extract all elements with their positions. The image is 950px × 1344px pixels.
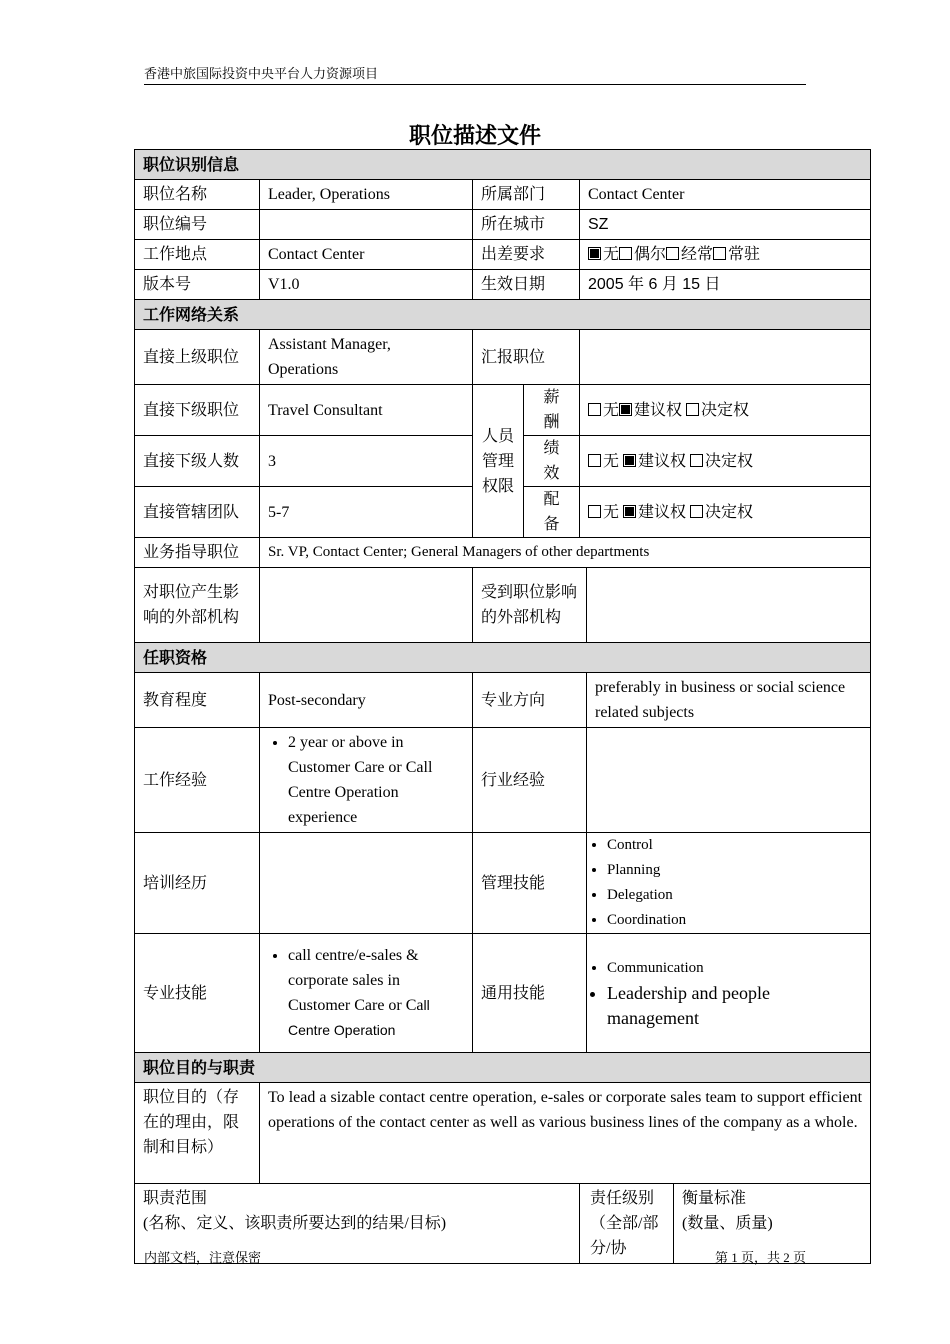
mgmt-skill-item: • Coordination (607, 908, 866, 933)
subordinate-label: 直接下级职位 (135, 385, 260, 436)
dept-value: Contact Center (580, 180, 871, 210)
scope-sub: (名称、定义、该职责所要达到的结果/目标) (143, 1215, 447, 1232)
travel-resident-checkbox[interactable] (713, 247, 726, 260)
guide-value: Sr. VP, Contact Center; General Managers of other departments (260, 538, 871, 568)
salary-suggest-label: 建议权 (634, 401, 683, 419)
perf-decide-label: 决定权 (705, 452, 754, 470)
footer-page-number: 第 1 页，共 2 页 (714, 1250, 806, 1265)
mgmt-skill-item: • Delegation (607, 883, 866, 908)
pro-skill-text-line: Centre Operation (288, 1022, 396, 1038)
mgmt-skills-cell (587, 833, 871, 934)
mgmt-skills-label: 管理技能 (473, 833, 587, 934)
job-description-table (134, 149, 871, 1264)
position-code-label: 职位编号 (135, 210, 260, 240)
dept-label: 所属部门 (473, 180, 580, 210)
measure-sub: (数量、质量) (682, 1215, 773, 1232)
section-qualify: 任职资格 (135, 643, 871, 673)
staff-none-label: 无 (603, 503, 620, 521)
goal-label: 职位目的（存在的理由，限制和目标） (135, 1083, 260, 1184)
training-label: 培训经历 (135, 833, 260, 934)
level-label: 责任级别（全部/部分/协 (580, 1184, 674, 1264)
experience-value: • 2 year or above in Customer Care or Call Centre Operation experience (288, 730, 464, 830)
city-value: SZ (580, 210, 871, 240)
perf-none-checkbox[interactable] (588, 454, 601, 467)
travel-often-checkbox[interactable] (666, 247, 679, 260)
major-label: 专业方向 (473, 673, 587, 728)
experience-label: 工作经验 (135, 728, 260, 833)
experience-cell (260, 728, 473, 833)
staff-none-checkbox[interactable] (588, 505, 601, 518)
staff-decide-label: 决定权 (705, 503, 754, 521)
ext-affected-value (587, 568, 871, 643)
staffing-authority (580, 487, 871, 538)
page-title: 职位描述文件 (408, 123, 541, 148)
position-name-label: 职位名称 (135, 180, 260, 210)
version-value: V1.0 (260, 270, 473, 300)
general-skills-cell (587, 934, 871, 1053)
staff-suggest-label: 建议权 (638, 503, 687, 521)
team-value: 5-7 (260, 487, 473, 538)
industry-value (587, 728, 871, 833)
travel-label: 出差要求 (473, 240, 580, 270)
general-skills-label: 通用技能 (473, 934, 587, 1053)
footer-confidential: 内部文档，注意保密 (144, 1250, 262, 1265)
subordinate-count-label: 直接下级人数 (135, 436, 260, 487)
salary-suggest-checkbox[interactable] (619, 403, 632, 416)
staff-suggest-checkbox[interactable] (623, 505, 636, 518)
page-header: 香港中旅国际投资中央平台人力资源项目 (144, 64, 806, 85)
pro-skills-label: 专业技能 (135, 934, 260, 1053)
industry-label: 行业经验 (473, 728, 587, 833)
perf-decide-checkbox[interactable] (690, 454, 703, 467)
travel-resident-label: 常驻 (728, 246, 761, 263)
education-value: Post-secondary (260, 673, 473, 728)
location-label: 工作地点 (135, 240, 260, 270)
city-label: 所在城市 (473, 210, 580, 240)
travel-occasional-checkbox[interactable] (619, 247, 632, 260)
report-label: 汇报职位 (473, 330, 580, 385)
superior-value: Assistant Manager, Operations (260, 330, 473, 385)
education-label: 教育程度 (135, 673, 260, 728)
perf-none-label: 无 (603, 452, 620, 470)
general-skill-item: • Communication (607, 956, 866, 981)
salary-decide-label: 决定权 (701, 401, 750, 419)
travel-often-label: 经常 (681, 246, 714, 263)
scope-label: 职责范围 (143, 1190, 208, 1207)
pro-skills-cell (260, 934, 473, 1053)
major-value: preferably in business or social science related subjects (587, 673, 871, 728)
staff-decide-checkbox[interactable] (690, 505, 703, 518)
staffing-label: 配备 (524, 487, 580, 538)
section-network: 工作网络关系 (135, 300, 871, 330)
location-value: Contact Center (260, 240, 473, 270)
superior-label: 直接上级职位 (135, 330, 260, 385)
salary-none-checkbox[interactable] (588, 403, 601, 416)
travel-occasional-label: 偶尔 (634, 246, 667, 263)
pro-skill-text-tail: ll (423, 997, 430, 1013)
subordinate-value: Travel Consultant (260, 385, 473, 436)
ext-affected-label: 受到职位影响的外部机构 (473, 568, 587, 643)
salary-label: 薪酬 (524, 385, 580, 436)
salary-none-label: 无 (603, 401, 620, 419)
pro-skill-item (288, 943, 464, 1043)
ext-affect-label: 对职位产生影响的外部机构 (135, 568, 260, 643)
report-value (580, 330, 871, 385)
performance-authority (580, 436, 871, 487)
ext-affect-value (260, 568, 473, 643)
position-code-value (260, 210, 473, 240)
perf-suggest-checkbox[interactable] (623, 454, 636, 467)
perf-suggest-label: 建议权 (638, 452, 687, 470)
travel-none-label: 无 (603, 246, 620, 263)
mgmt-skill-item: • Planning (607, 858, 866, 883)
team-label: 直接管辖团队 (135, 487, 260, 538)
version-label: 版本号 (135, 270, 260, 300)
effective-date-label: 生效日期 (473, 270, 580, 300)
goal-value: To lead a sizable contact centre operation, e-sales or corporate sales team to support efficient operations of the contact center as well as various business lines of the company as a whole. (260, 1083, 871, 1184)
salary-decide-checkbox[interactable] (686, 403, 699, 416)
subordinate-count-value: 3 (260, 436, 473, 487)
guide-label: 业务指导职位 (135, 538, 260, 568)
travel-options (580, 240, 871, 270)
section-purpose: 职位目的与职责 (135, 1053, 871, 1083)
salary-authority (580, 385, 871, 436)
position-name-value: Leader, Operations (260, 180, 473, 210)
pro-skill-text: call centre/e-sales & corporate sales in Customer Care or Ca (288, 947, 424, 1014)
effective-date-value: 2005 年 6 月 15 日 (580, 270, 871, 300)
performance-label: 绩效 (524, 436, 580, 487)
mgmt-skill-item: • Control (607, 833, 866, 858)
general-skill-item: • Leadership and people management (607, 981, 866, 1031)
travel-none-checkbox[interactable] (588, 247, 601, 260)
training-value (260, 833, 473, 934)
authority-label: 人员管理权限 (473, 385, 524, 538)
section-identify: 职位识别信息 (135, 150, 871, 180)
measure-label: 衡量标准 (682, 1190, 747, 1207)
